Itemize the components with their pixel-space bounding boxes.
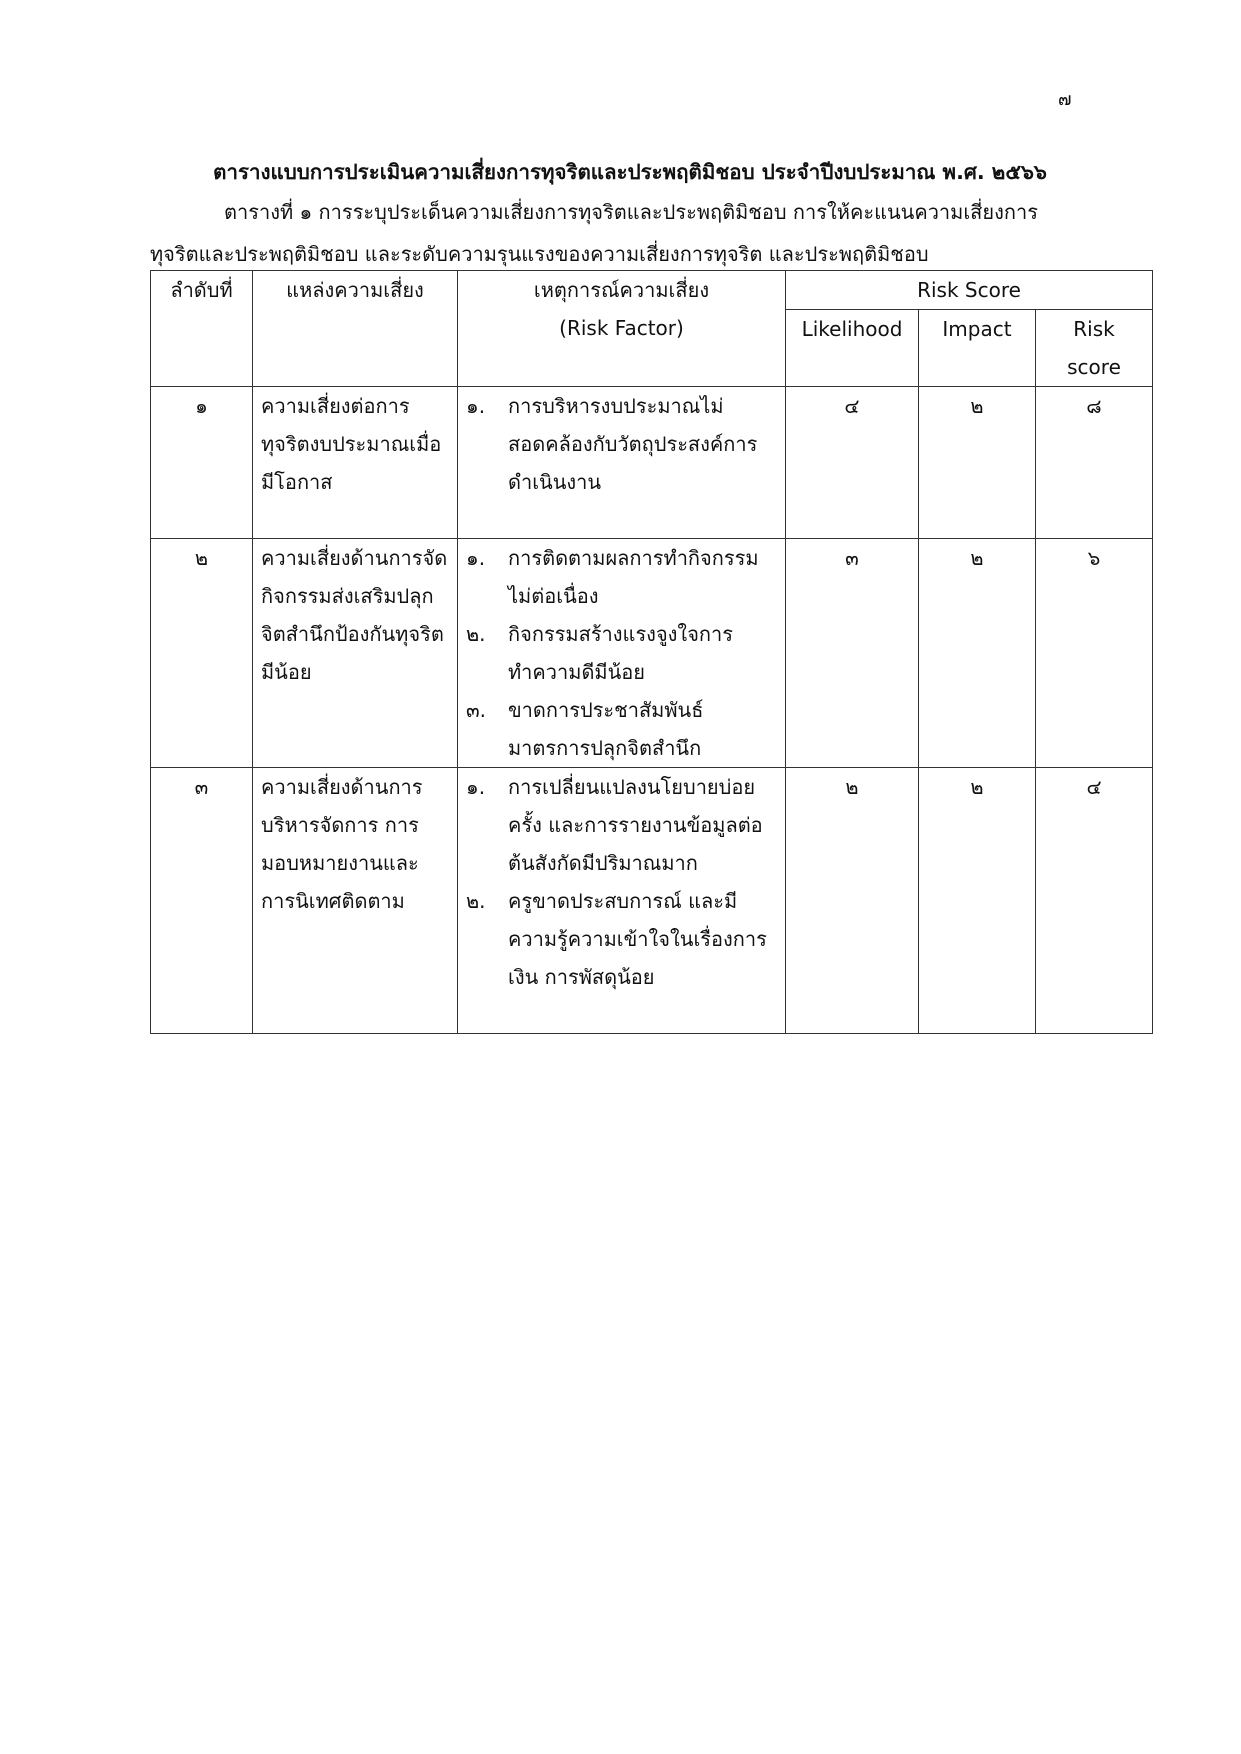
factor-text: การบริหารงบประมาณไม่สอดคล้องกับวัตถุประสงค์การดำเนินงาน [508,394,758,494]
row-order: ๒ [151,539,253,768]
header-event [458,271,786,387]
table-caption-line-2: ทุจริตและประพฤติมิชอบ และระดับความรุนแรงของความเสี่ยงการทุจริต และประพฤติมิชอบ [150,242,929,266]
row-score: ๖ [1036,539,1153,768]
factor-number: ๑. [466,394,486,418]
row-impact: ๒ [919,539,1036,768]
table-caption-line-1: ตารางที่ ๑ การระบุประเด็นความเสี่ยงการทุจริตและประพฤติมิชอบ การให้คะแนนความเสี่ยงการ [224,200,1038,224]
factor-item [466,882,777,996]
factor-item [466,615,777,691]
factor-number: ๒. [466,889,486,913]
factor-number: ๒. [466,622,486,646]
table-row [151,387,1153,539]
factor-number: ๓. [466,698,487,722]
row-impact: ๒ [919,768,1036,1034]
header-likelihood: Likelihood [786,310,919,387]
factor-item [466,691,777,767]
factor-text: การติดตามผลการทำกิจกรรมไม่ต่อเนื่อง [508,546,759,608]
factor-item [466,539,777,615]
row-score: ๘ [1036,387,1153,539]
row-factors [458,539,786,768]
factor-text: ขาดการประชาสัมพันธ์มาตรการปลุกจิตสำนึก [508,698,704,760]
factor-text: การเปลี่ยนแปลงนโยบายบ่อยครั้ง และการรายงานข้อมูลต่อต้นสังกัดมีปริมาณมาก [508,775,763,875]
header-risk-score [1036,310,1153,387]
factor-item [466,387,777,501]
factor-text: กิจกรรมสร้างแรงจูงใจการทำความดีมีน้อย [508,622,733,684]
factor-number: ๑. [466,775,486,799]
factor-text: ครูขาดประสบการณ์ และมีความรู้ความเข้าใจในเรื่องการเงิน การพัสดุน้อย [508,889,767,989]
table-row [151,539,1153,768]
header-risk-score-line2: score [1067,355,1121,379]
row-factors [458,768,786,1034]
header-source: แหล่งความเสี่ยง [253,271,458,387]
row-impact: ๒ [919,387,1036,539]
header-risk-score-group: Risk Score [786,271,1153,310]
row-order: ๑ [151,387,253,539]
row-source: ความเสี่ยงต่อการทุจริตงบประมาณเมื่อมีโอกาส [253,387,458,539]
header-risk-score-line1: Risk [1073,317,1115,341]
row-likelihood: ๒ [786,768,919,1034]
row-likelihood: ๔ [786,387,919,539]
factor-number: ๑. [466,546,486,570]
factor-item [466,768,777,882]
page-number: ๗ [1058,89,1072,110]
row-source: ความเสี่ยงด้านการจัดกิจกรรมส่งเสริมปลุกจิตสำนึกป้องกันทุจริตมีน้อย [253,539,458,768]
header-order: ลำดับที่ [151,271,253,387]
document-title: ตารางแบบการประเมินความเสี่ยงการทุจริตและประพฤติมิชอบ ประจำปีงบประมาณ พ.ศ. ๒๕๖๖ [213,160,1047,184]
header-event-title: เหตุการณ์ความเสี่ยง [533,278,710,302]
row-source: ความเสี่ยงด้านการบริหารจัดการ การมอบหมายงานและการนิเทศติดตาม [253,768,458,1034]
row-order: ๓ [151,768,253,1034]
header-impact: Impact [919,310,1036,387]
header-event-subtitle: (Risk Factor) [559,316,684,340]
row-factors [458,387,786,539]
row-likelihood: ๓ [786,539,919,768]
row-score: ๔ [1036,768,1153,1034]
table-row [151,768,1153,1034]
risk-assessment-table [150,270,1153,1034]
